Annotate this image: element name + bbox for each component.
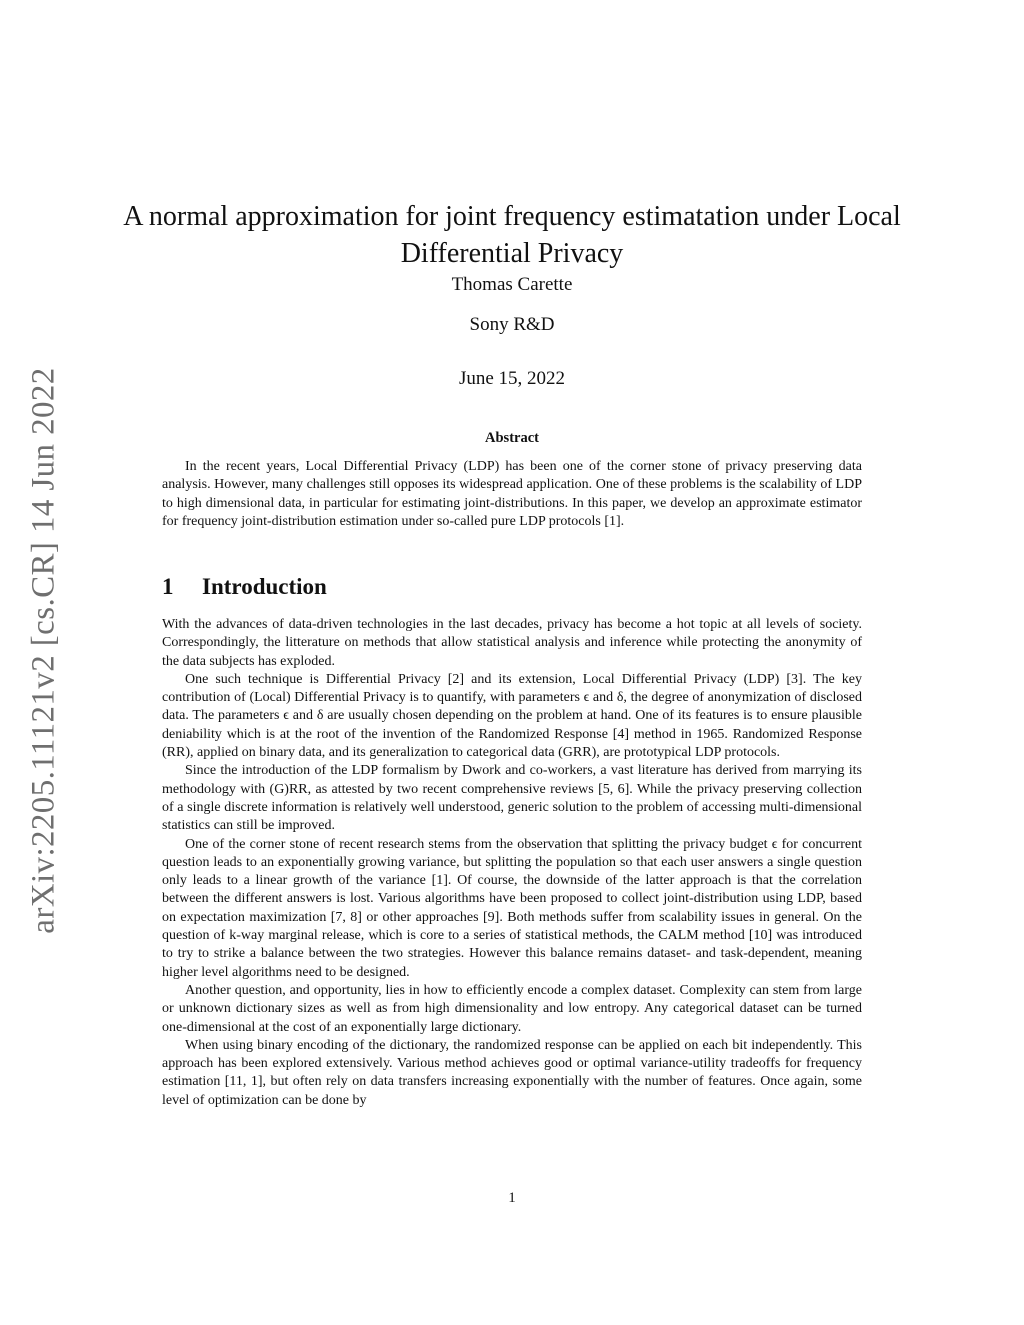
- paragraph: When using binary encoding of the dictionary, the randomized response can be applied on each bit independently. This approach has been explored extensively. Various method achieves good or optimal variance-utility tradeoffs for frequency estimation [11, 1], but often rely on data transfers increasing exponentially with the number of features. Once again, some level of optimization can be done by: [162, 1037, 862, 1108]
- paragraph: Since the introduction of the LDP formalism by Dwork and co-workers, a vast literature has derived from marrying its methodology with (G)RR, as attested by two recent comprehensive reviews [5, 6]. While the privacy preserving collection of a single discrete information is relatively well understood, generic solution to the problem of accessing multi-dimensional statistics can still be improved.: [162, 763, 862, 834]
- author-name: Thomas Carette: [451, 274, 573, 295]
- paper-title: A normal approximation for joint frequency estimatation under Local Differential Privacy: [123, 200, 901, 269]
- arxiv-identifier: [14, 360, 74, 940]
- paragraph: One of the corner stone of recent research stems from the observation that splitting the privacy budget ϵ for concurrent question leads to an exponentially growing variance, but splitting the population so that each user answers a single question only leads to a linear growth of the variance [1]. Of course, the downside of the latter approach is that the correlation between the different answers is lost. Various algorithms have been proposed to collect joint-distribution using LDP, based on expectation maximization [7, 8] or other approaches [9]. Both methods suffer from scalability issues in general. On the question of k-way marginal release, which is core to a series of statistical methods, the CALM method [10] was introduced to try to strike a balance between the two strategies. However this balance remains dataset- and task-dependent, meaning higher level algorithms need to be designed.: [162, 836, 862, 980]
- paragraph: With the advances of data-driven technologies in the last decades, privacy has become a hot topic at all levels of society. Correspondingly, the litterature on methods that allow statistical analysis and inference while protecting the anonymity of the data subjects has exploded.: [162, 617, 862, 669]
- paragraph: Another question, and opportunity, lies in how to efficiently encode a complex dataset. Complexity can stem from large or unknown dictionary sizes as well as from high dimensionality and low entropy. Any categorical dataset can be turned one-dimensional at the cost of an exponentially large dictionary.: [162, 982, 862, 1035]
- section-title: Introduction: [202, 574, 327, 599]
- affiliation: Sony R&D: [469, 314, 555, 335]
- section-heading: [162, 574, 327, 600]
- page-number: 1: [508, 1190, 516, 1206]
- abstract-text: In the recent years, Local Differential Privacy (LDP) has been one of the corner stone of privacy preserving data analysis. However, many challenges still opposes its widespread application. One of these problems is the scalability of LDP to high dimensional data, in particular for estimating joint-distributions. In this paper, we develop an approximate estimator for frequency joint-distribution estimation under so-called pure LDP protocols [1].: [162, 459, 862, 529]
- abstract-heading: Abstract: [485, 430, 539, 446]
- section-number: 1: [162, 574, 174, 599]
- publication-date: June 15, 2022: [458, 368, 566, 389]
- introduction-body: [162, 616, 862, 1110]
- arxiv-identifier-text: arXiv:2205.11121v2 [cs.CR] 14 Jun 2022: [25, 366, 62, 934]
- paragraph: One such technique is Differential Privacy [2] and its extension, Local Differential Privacy (LDP) [3]. The key contribution of (Local) Differential Privacy is to quantify, with parameters ϵ and δ, the degree of anonymization of disclosed data. The parameters ϵ and δ are usually chosen depending on the problem at hand. One of its features is to ensure plausible deniability which is at the root of the invention of the Randomized Response [4] method in 1965. Randomized Response (RR), applied on binary data, and its generalization to categorical data (GRR), are prototypical LDP protocols.: [162, 671, 862, 761]
